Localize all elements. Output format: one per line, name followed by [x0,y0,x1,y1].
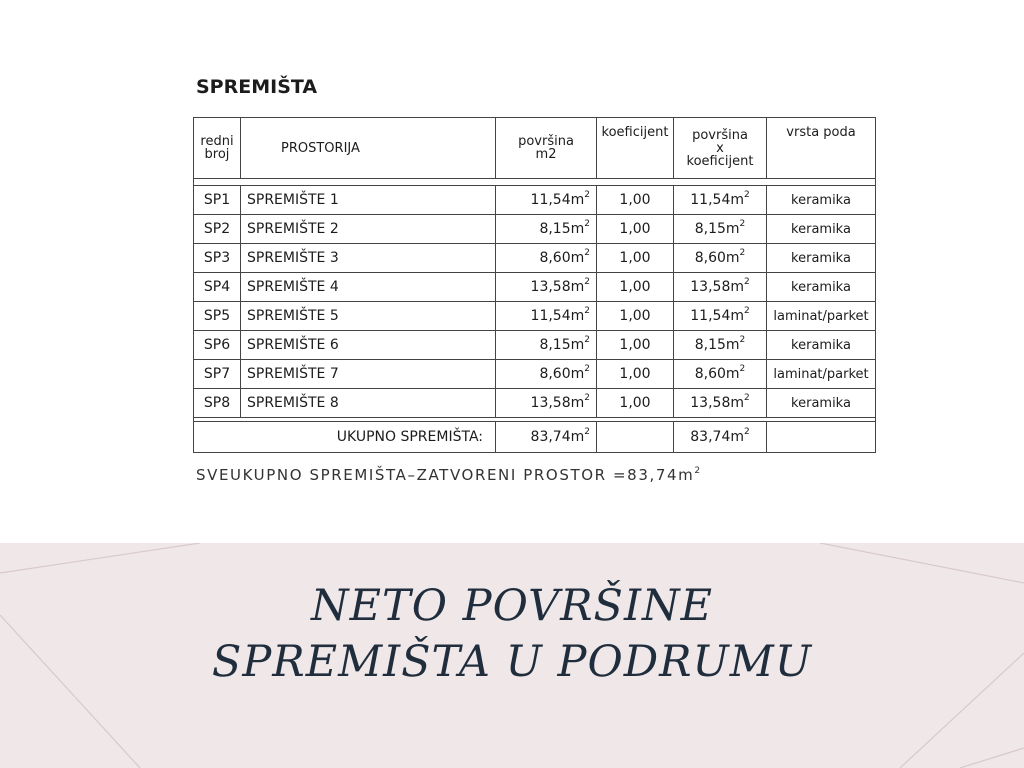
unit-label: m [730,395,744,411]
cell-area [496,360,597,389]
summary-exponent: 2 [694,466,702,476]
cell-area [496,331,597,360]
table-row [194,244,876,273]
total-area-coefficient [674,422,767,453]
unit-exponent: 2 [744,277,750,287]
unit-exponent: 2 [584,306,590,316]
cell-ordinal [194,331,241,360]
cell-ordinal-value: SP6 [203,337,231,353]
cell-area-coefficient-value: 11,54 [690,192,731,208]
cell-floor-type-value: keramika [791,395,851,411]
cell-area-coefficient [674,302,767,331]
cell-coefficient-value: 1,00 [619,279,651,295]
unit-label: m [570,221,585,237]
total-area-coefficient-value: 83,74 [690,429,731,445]
unit-exponent: 2 [584,248,590,258]
table-row [194,302,876,331]
table-row [194,186,876,215]
total-row [194,422,876,453]
cell-floor-type [767,186,876,215]
cell-floor-type-value: keramika [791,250,851,266]
unit-exponent: 2 [584,393,590,403]
header-areak-line3: koeficijent [686,153,754,169]
unit-label: m [570,250,585,266]
cell-floor-type-value: keramika [791,221,851,237]
cell-room-value: SPREMIŠTE 5 [247,308,339,324]
header-ordinal-line1: redni [200,134,234,149]
cell-area-value: 8,60 [539,366,571,382]
unit-label: m [570,279,585,295]
total-area-value: 83,74 [530,429,571,445]
unit-label: m [570,308,585,324]
cell-area-coefficient-value: 11,54 [690,308,731,324]
unit-label: m [730,192,744,208]
cell-room [241,273,496,302]
cell-ordinal [194,273,241,302]
cell-area-coefficient [674,186,767,215]
unit-label: m [570,429,585,445]
header-floor-type: vrsta poda [767,118,876,179]
cell-area-value: 11,54 [530,192,571,208]
cell-room-value: SPREMIŠTE 8 [247,395,339,411]
cell-room-value: SPREMIŠTE 1 [247,192,339,208]
cell-ordinal [194,360,241,389]
cell-area-coefficient-value: 8,60 [694,366,726,382]
area-table [193,117,876,453]
cell-area [496,244,597,273]
document-title: SPREMIŠTA [196,76,318,98]
cell-area-coefficient-value: 8,15 [694,337,726,353]
table-row [194,360,876,389]
cell-area-coefficient [674,360,767,389]
cell-area-value: 8,15 [539,337,571,353]
unit-label: m [730,279,744,295]
header-area-line2: m2 [535,147,557,162]
unit-exponent: 2 [744,393,750,403]
cell-area [496,389,597,418]
table-header-row [194,118,876,179]
cell-area-value: 8,60 [539,250,571,266]
cell-ordinal [194,302,241,331]
cell-coefficient [597,273,674,302]
cell-ordinal [194,244,241,273]
header-areak-line2: x [716,140,724,156]
unit-label: m [730,308,744,324]
cell-coefficient-value: 1,00 [619,366,651,382]
cell-ordinal [194,215,241,244]
banner-heading [0,578,1024,690]
spacer-row [194,179,876,186]
cell-floor-type [767,360,876,389]
cell-room [241,389,496,418]
unit-exponent: 2 [744,427,750,437]
table-row [194,389,876,418]
cell-area-coefficient-value: 8,60 [694,250,726,266]
cell-room [241,360,496,389]
cell-ordinal-value: SP1 [203,192,231,208]
unit-label: m [725,221,740,237]
cell-floor-type-value: keramika [791,337,851,353]
cell-coefficient [597,389,674,418]
cell-ordinal [194,186,241,215]
cell-ordinal-value: SP8 [203,395,231,411]
table-body [194,179,876,453]
header-ordinal-line2: broj [204,147,230,162]
cell-floor-type [767,389,876,418]
header-area-line1: površina [518,134,574,149]
cell-floor-type-value: laminat/parket [773,366,869,382]
cell-coefficient [597,331,674,360]
cell-floor-type-value: keramika [791,192,851,208]
unit-exponent: 2 [739,335,746,345]
cell-room-value: SPREMIŠTE 3 [247,250,339,266]
cell-coefficient-value: 1,00 [619,337,651,353]
summary-text: SVEUKUPNO SPREMIŠTA–ZATVORENI PROSTOR =83,74m [196,466,695,484]
unit-exponent: 2 [739,219,746,229]
cell-coefficient-value: 1,00 [619,192,651,208]
cell-floor-type [767,215,876,244]
banner-heading-line2: SPREMIŠTA U PODRUMU [211,637,813,687]
cell-area-coefficient [674,244,767,273]
unit-exponent: 2 [584,190,590,200]
summary-line [196,466,702,484]
unit-exponent: 2 [584,277,590,287]
cell-coefficient-value: 1,00 [619,221,651,237]
cell-room [241,215,496,244]
cell-room [241,302,496,331]
header-area [496,118,597,179]
unit-label: m [570,337,585,353]
cell-floor-type [767,331,876,360]
unit-label: m [725,337,740,353]
total-area [496,422,597,453]
table-row [194,215,876,244]
cell-floor-type [767,273,876,302]
unit-exponent: 2 [744,306,750,316]
cell-floor-type-value: laminat/parket [773,308,869,324]
header-area-coefficient [674,118,767,179]
header-coefficient: koeficijent [597,118,674,179]
cell-area-coefficient [674,215,767,244]
cell-coefficient-value: 1,00 [619,308,651,324]
cell-area-value: 11,54 [530,308,571,324]
cell-ordinal-value: SP2 [203,221,231,237]
cell-room-value: SPREMIŠTE 6 [247,337,339,353]
unit-label: m [730,429,744,445]
unit-label: m [570,192,585,208]
cell-coefficient [597,186,674,215]
unit-label: m [725,366,740,382]
cell-coefficient-value: 1,00 [619,250,651,266]
cell-coefficient [597,360,674,389]
cell-room [241,331,496,360]
cell-coefficient [597,244,674,273]
cell-coefficient-value: 1,00 [619,395,651,411]
table-row [194,273,876,302]
cell-area-coefficient [674,331,767,360]
cell-area-coefficient-value: 8,15 [694,221,726,237]
cell-area-value: 13,58 [530,279,571,295]
unit-exponent: 2 [584,219,590,229]
title-banner [0,543,1024,768]
cell-area-value: 13,58 [530,395,571,411]
total-coefficient-empty [597,422,674,453]
unit-exponent: 2 [744,190,750,200]
unit-label: m [725,250,740,266]
banner-heading-line1: NETO POVRŠINE [311,581,713,631]
cell-area-coefficient-value: 13,58 [690,279,731,295]
cell-area [496,186,597,215]
unit-label: m [570,395,585,411]
cell-area [496,302,597,331]
header-room: PROSTORIJA [241,118,496,179]
header-ordinal [194,118,241,179]
cell-area-value: 8,15 [539,221,571,237]
unit-exponent: 2 [739,364,746,374]
cell-area-coefficient [674,273,767,302]
cell-coefficient [597,302,674,331]
cell-ordinal-value: SP5 [203,308,231,324]
cell-area-coefficient [674,389,767,418]
cell-room-value: SPREMIŠTE 2 [247,221,339,237]
cell-ordinal-value: SP7 [203,366,231,382]
cell-area [496,273,597,302]
cell-floor-type-value: keramika [791,279,851,295]
cell-coefficient [597,215,674,244]
total-label: UKUPNO SPREMIŠTA: [194,422,496,453]
cell-ordinal-value: SP4 [203,279,231,295]
cell-room-value: SPREMIŠTE 7 [247,366,339,382]
decor-line [0,543,200,573]
cell-room-value: SPREMIŠTE 4 [247,279,339,295]
decor-line [960,748,1024,768]
cell-ordinal-value: SP3 [203,250,231,266]
unit-exponent: 2 [584,427,590,437]
unit-label: m [570,366,585,382]
cell-ordinal [194,389,241,418]
cell-area-coefficient-value: 13,58 [690,395,731,411]
table-row [194,331,876,360]
decor-line [820,543,1024,583]
unit-exponent: 2 [739,248,746,258]
header-areak-line1: površina [692,127,748,143]
total-floor-empty [767,422,876,453]
cell-room [241,244,496,273]
cell-room [241,186,496,215]
cell-floor-type [767,244,876,273]
unit-exponent: 2 [584,364,590,374]
unit-exponent: 2 [584,335,590,345]
cell-area [496,215,597,244]
cell-floor-type [767,302,876,331]
